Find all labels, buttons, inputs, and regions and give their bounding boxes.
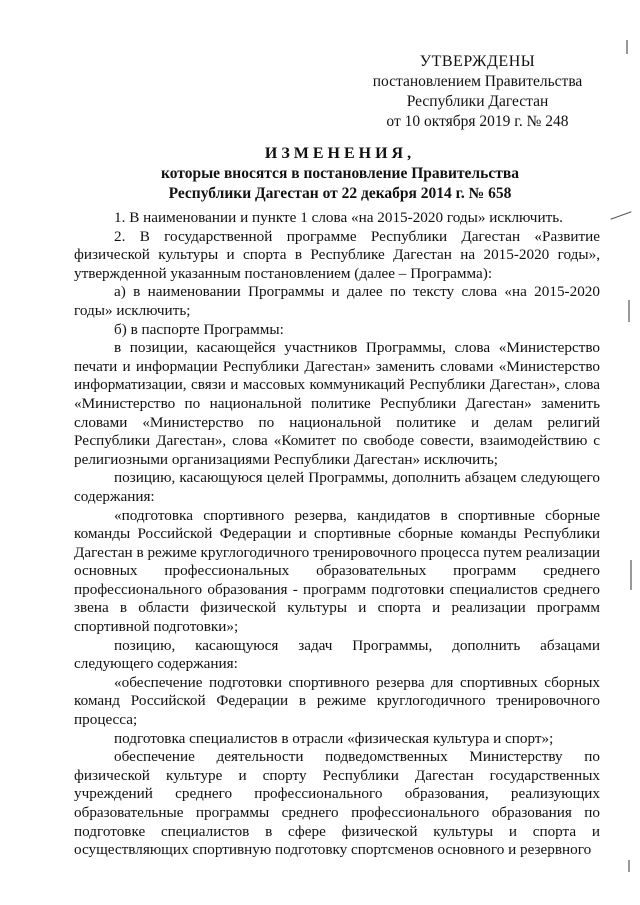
paragraph-6: позицию, касающуюся целей Программы, дополнить абзацем следующего содержания:: [74, 469, 600, 505]
approval-line-2: Республики Дагестан: [406, 93, 549, 110]
approval-line-1: постановлением Правительства: [372, 73, 583, 90]
paragraph-3: а) в наименовании Программы и далее по тексту слова «на 2015-2020 годы» исключить;: [74, 283, 600, 319]
paragraph-8: позицию, касающуюся задач Программы, дополнить абзацами следующего содержания:: [74, 636, 600, 673]
paragraph-11: обеспечение деятельности подведомственных Министерству по физической культуре и спорту Республики Дагестан государственных учреждений среднего профессионального образования, реализующих образовательные программы среднего профессионального образования по подготовке специалистов в сфере физической культуры и спорта и осуществляющих спортивную подготовку спортсменов основного и резервного: [74, 748, 600, 859]
paragraph-5: в позиции, касающейся участников Программы, слова «Министерство печати и информации Республики Дагестан» заменить словами «Министерство информатизации, связи и массовых коммуникаций Республики Дагестан», слова «Министерство по национальной политике Республики Дагестан» заменить словами «Министерство по национальной политике и делам религий Республики Дагестан», слова «Комитет по свободе совести, взаимодействию с религиозными организациями Республики Дагестан» исключить;: [74, 339, 600, 468]
title-sub-2: Республики Дагестан от 22 декабря 2014 г. № 658: [168, 185, 512, 202]
paragraph-1: 1. В наименовании и пункте 1 слова «на 2015-2020 годы» исключить.: [114, 209, 563, 226]
paragraph-7: «подготовка спортивного резерва, кандидатов в спортивные сборные команды Российской Федерации и спортивные сборные команды Республики Дагестан в режиме круглогодичного тренировочного процесса путем реализации основных профессиональных образовательных программ среднего профессионального образования - программ подготовки специалистов среднего звена в области физической культуры и спорта и реализации программ спортивной подготовки»;: [74, 506, 600, 636]
scan-mark: [630, 560, 632, 590]
paragraph-4: б) в паспорте Программы:: [114, 320, 284, 338]
paragraph-9: «обеспечение подготовки спортивного резерва для спортивных сборных команд Российской Федерации в режиме круглогодичного тренировочного процесса;: [74, 673, 600, 729]
approval-heading: УТВЕРЖДЕНЫ: [419, 53, 536, 70]
paragraph-2: 2. В государственной программе Республики Дагестан «Развитие физической культуры и спорта в Республике Дагестан на 2015-2020 годы», утвержденной указанным постановлением (далее – Программа):: [74, 227, 600, 282]
scan-mark: [628, 300, 630, 322]
document-title: [60, 144, 620, 204]
title-main: ИЗМЕНЕНИЯ,: [264, 145, 416, 162]
paragraph-10: подготовка специалистов в отрасли «физическая культура и спорт»;: [114, 729, 554, 747]
scan-mark: [628, 860, 630, 872]
scan-mark: [610, 211, 631, 219]
title-sub-1: которые вносятся в постановление Правительства: [161, 165, 519, 182]
approval-line-3: от 10 октября 2019 г. № 248: [386, 113, 569, 130]
document-body: [74, 209, 600, 860]
scan-mark: [626, 40, 628, 54]
approval-stamp: [360, 52, 595, 132]
